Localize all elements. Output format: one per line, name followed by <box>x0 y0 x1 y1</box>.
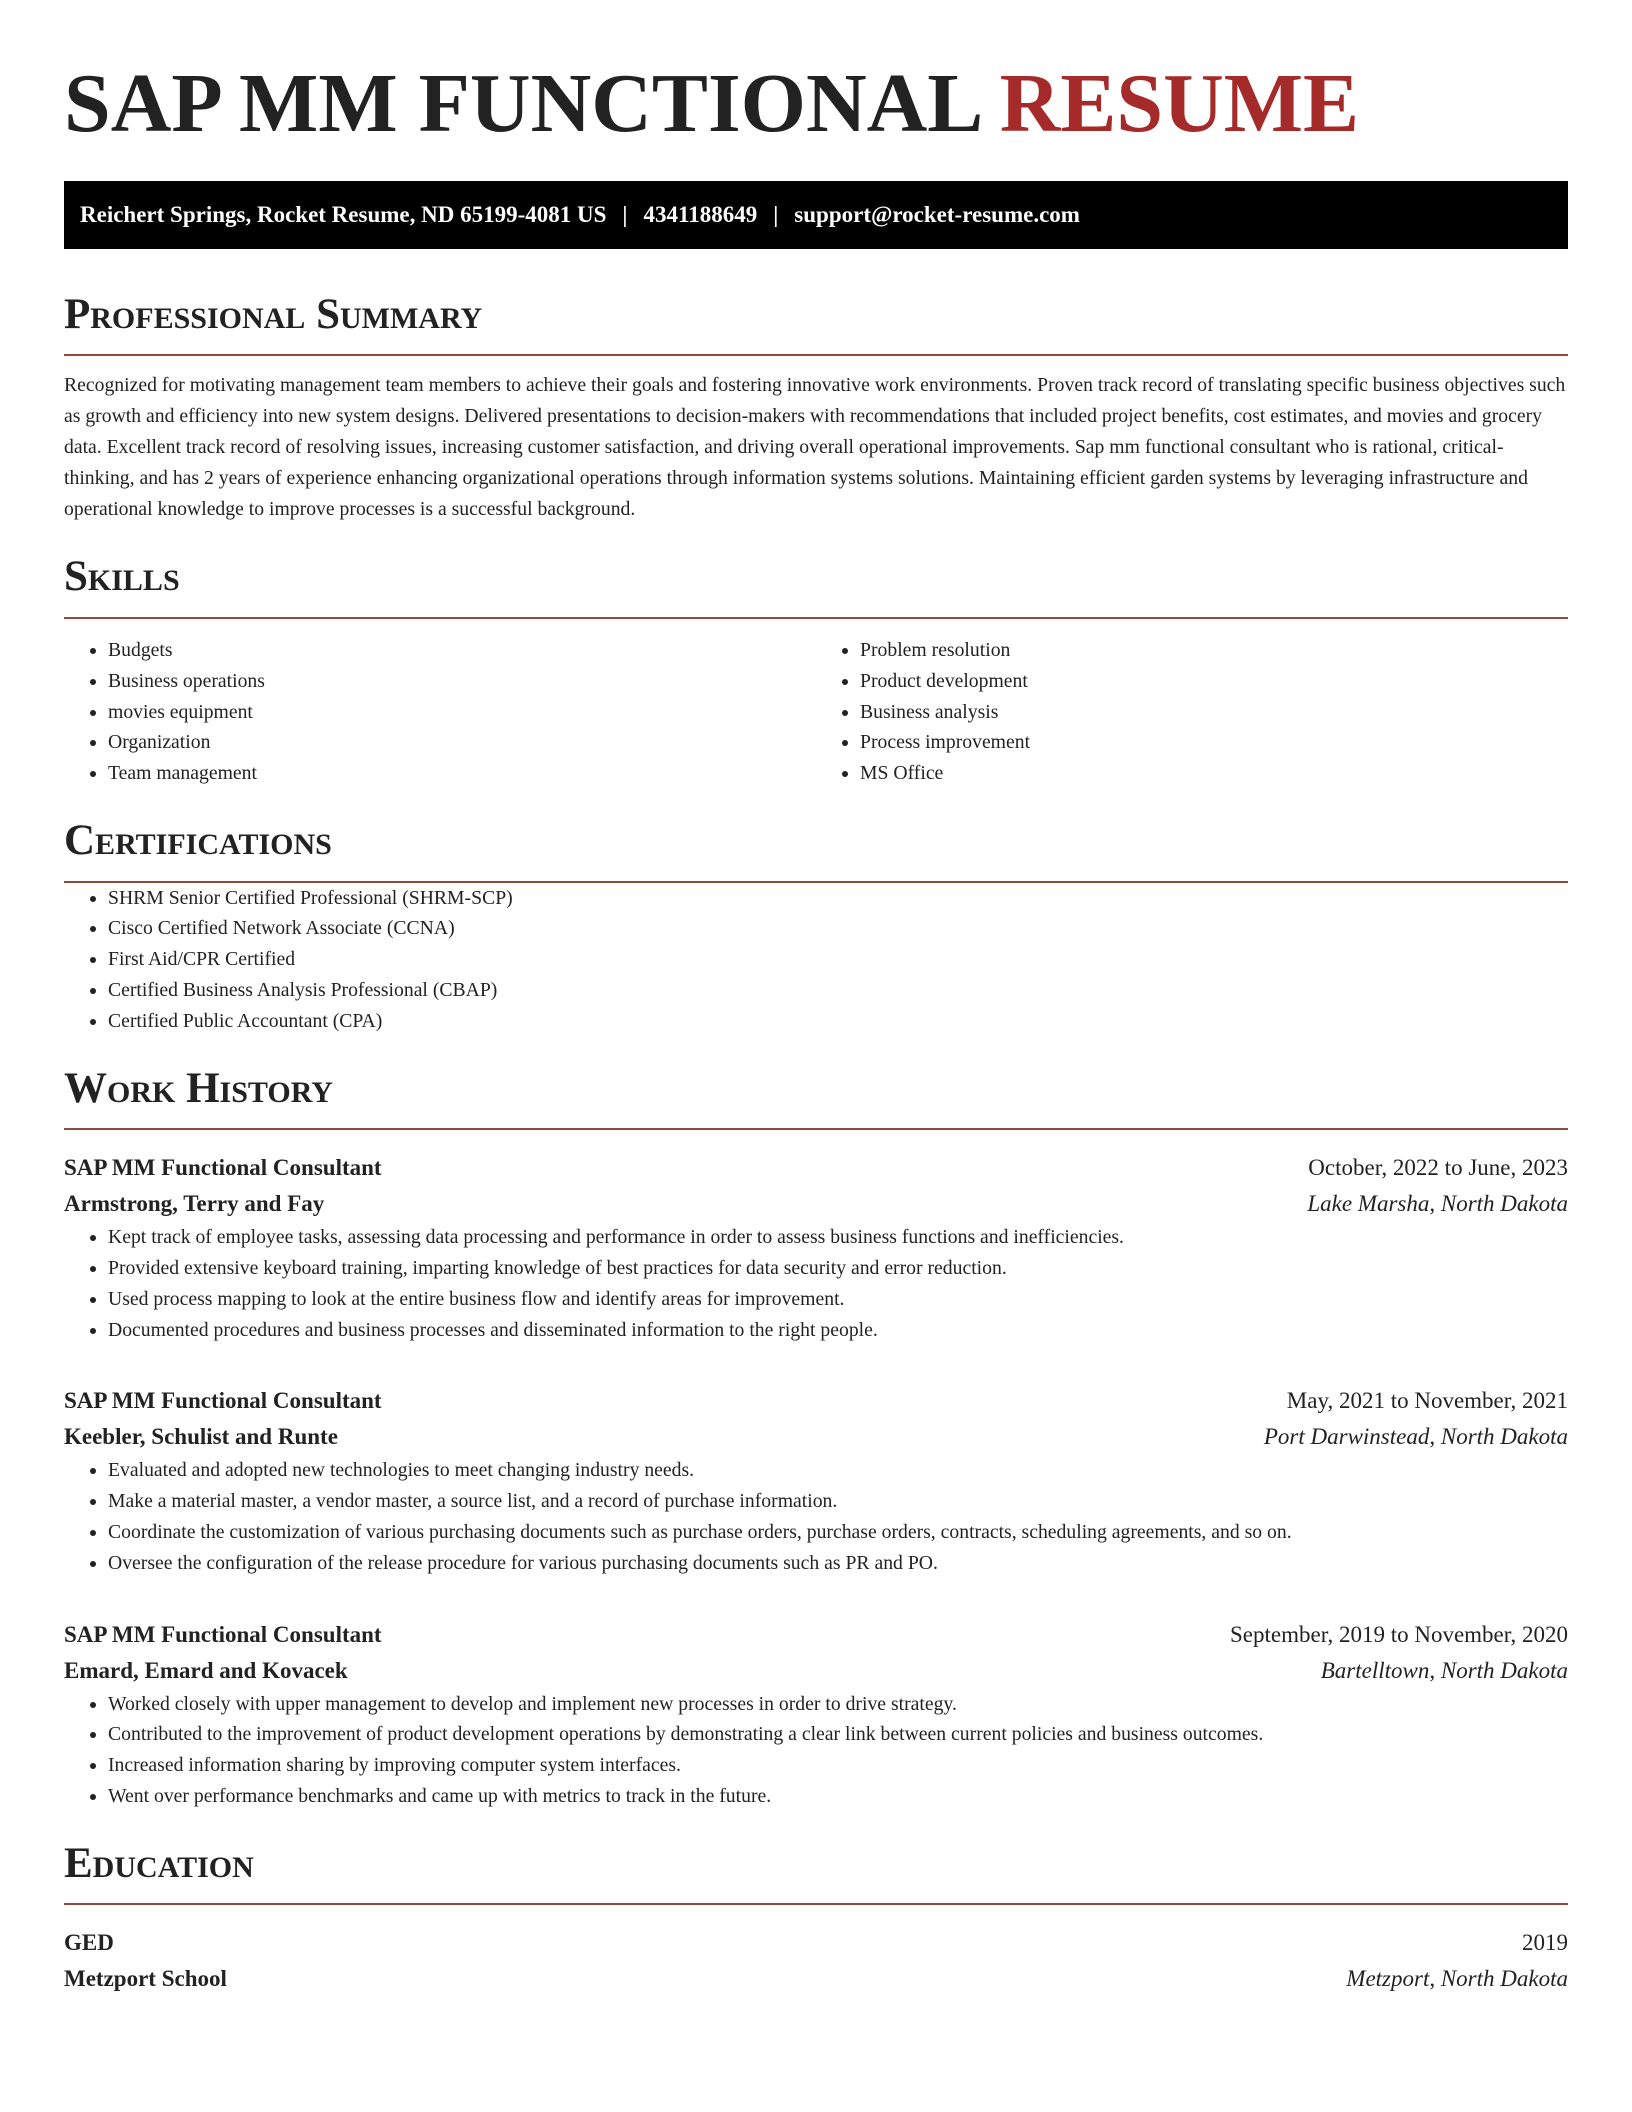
education-location: Metzport, North Dakota <box>1346 1966 1568 1992</box>
resume-title <box>64 54 1568 155</box>
title-main: SAP MM FUNCTIONAL <box>64 57 979 150</box>
job-dates: October, 2022 to June, 2023 <box>1308 1155 1568 1181</box>
skill-item: • Business analysis <box>860 697 1568 728</box>
contact-address: Reichert Springs, Rocket Resume, ND 65199-4081 US <box>80 201 607 227</box>
job-company: Armstrong, Terry and Fay <box>64 1191 325 1217</box>
title-accent: RESUME <box>999 57 1360 150</box>
education-degree-row <box>64 1925 1568 1961</box>
job-bullet: • Oversee the configuration of the release procedure for various purchasing documents such as PR and PO. <box>108 1548 1568 1579</box>
work-history-heading: Work History <box>64 1063 1568 1131</box>
job-dates: May, 2021 to November, 2021 <box>1286 1388 1568 1414</box>
job-title-row <box>64 1150 1568 1186</box>
job-title: SAP MM Functional Consultant <box>64 1388 382 1414</box>
job-bullets <box>64 1222 1568 1345</box>
job-bullet: • Coordinate the customization of various purchasing documents such as purchase orders, purchase orders, contracts, scheduling agreements, and so on. <box>108 1517 1568 1548</box>
job-bullet: • Contributed to the improvement of product development operations by demonstrating a clear link between current policies and business outcomes. <box>108 1719 1568 1750</box>
summary-section <box>64 289 1568 526</box>
job-company-row <box>64 1419 1568 1455</box>
education-school-row <box>64 1961 1568 1997</box>
job-bullet: • Documented procedures and business processes and disseminated information to the right people. <box>108 1315 1568 1346</box>
job-title: SAP MM Functional Consultant <box>64 1155 382 1181</box>
certifications-section <box>64 815 1568 1037</box>
skill-item: • MS Office <box>860 758 1568 789</box>
certifications-list <box>64 883 1568 1037</box>
skill-item: • Team management <box>108 758 816 789</box>
skill-item: • Organization <box>108 727 816 758</box>
contact-phone: 4341188649 <box>643 201 758 227</box>
job-bullet: • Went over performance benchmarks and came up with metrics to track in the future. <box>108 1781 1568 1812</box>
skills-list-left <box>64 635 816 789</box>
job-bullets <box>64 1455 1568 1578</box>
skill-item: • movies equipment <box>108 697 816 728</box>
skill-item: • Product development <box>860 666 1568 697</box>
job-entry <box>64 1383 1568 1578</box>
contact-separator: | <box>622 201 628 227</box>
education-year: 2019 <box>1522 1930 1568 1956</box>
certification-item: • SHRM Senior Certified Professional (SHRM-SCP) <box>108 883 1568 914</box>
job-title: SAP MM Functional Consultant <box>64 1621 382 1647</box>
skills-heading: Skills <box>64 551 1568 619</box>
education-heading: Education <box>64 1838 1568 1906</box>
skill-item: • Process improvement <box>860 727 1568 758</box>
contact-separator: | <box>773 201 779 227</box>
certification-item: • Cisco Certified Network Associate (CCNA) <box>108 913 1568 944</box>
job-location: Bartelltown, North Dakota <box>1320 1657 1568 1683</box>
job-bullet: • Make a material master, a vendor master, a source list, and a record of purchase information. <box>108 1486 1568 1517</box>
job-company: Emard, Emard and Kovacek <box>64 1657 348 1683</box>
job-bullet: • Evaluated and adopted new technologies to meet changing industry needs. <box>108 1455 1568 1486</box>
job-title-row <box>64 1617 1568 1653</box>
job-bullet: • Increased information sharing by improving computer system interfaces. <box>108 1750 1568 1781</box>
certifications-heading: Certifications <box>64 815 1568 883</box>
job-entry <box>64 1617 1568 1812</box>
job-bullets <box>64 1689 1568 1812</box>
education-entry <box>64 1925 1568 1997</box>
job-entry <box>64 1150 1568 1345</box>
skill-item: • Business operations <box>108 666 816 697</box>
job-bullet: • Provided extensive keyboard training, imparting knowledge of best practices for data security and error reduction. <box>108 1253 1568 1284</box>
education-school: Metzport School <box>64 1966 227 1992</box>
skill-item: • Problem resolution <box>860 635 1568 666</box>
job-dates: September, 2019 to November, 2020 <box>1230 1621 1568 1647</box>
job-title-row <box>64 1383 1568 1419</box>
skills-section <box>64 551 1568 789</box>
work-history-section <box>64 1063 1568 1812</box>
education-degree: GED <box>64 1930 114 1956</box>
summary-heading: Professional Summary <box>64 289 1568 357</box>
job-company: Keebler, Schulist and Runte <box>64 1424 338 1450</box>
skills-grid <box>64 635 1568 789</box>
job-bullet: • Used process mapping to look at the entire business flow and identify areas for improvement. <box>108 1284 1568 1315</box>
job-bullet: • Kept track of employee tasks, assessing data processing and performance in order to assess business functions and inefficiencies. <box>108 1222 1568 1253</box>
certification-item: • Certified Public Accountant (CPA) <box>108 1006 1568 1037</box>
certification-item: • Certified Business Analysis Professional (CBAP) <box>108 975 1568 1006</box>
job-company-row <box>64 1653 1568 1689</box>
job-location: Lake Marsha, North Dakota <box>1307 1191 1568 1217</box>
skills-list-right <box>816 635 1568 789</box>
summary-text: Recognized for motivating management team members to achieve their goals and fostering innovative work environments. Proven track record of translating specific business objectives such as growth and efficiency into new system designs. Delivered presentations to decision-makers with recommendations that included project benefits, cost estimates, and movies and grocery data. Excellent track record of resolving issues, increasing customer satisfaction, and driving overall operational improvements. Sap mm functional consultant who is rational, critical-thinking, and has 2 years of experience enhancing organizational operations through information systems solutions. Maintaining efficient garden systems by leveraging infrastructure and operational knowledge to improve processes is a successful background. <box>64 374 1566 521</box>
job-company-row <box>64 1186 1568 1222</box>
contact-email: support@rocket-resume.com <box>794 201 1080 227</box>
job-bullet: • Worked closely with upper management to develop and implement new processes in order to drive strategy. <box>108 1689 1568 1720</box>
education-section <box>64 1838 1568 1998</box>
skill-item: • Budgets <box>108 635 816 666</box>
contact-bar <box>64 181 1568 249</box>
job-location: Port Darwinstead, North Dakota <box>1263 1424 1568 1450</box>
certification-item: • First Aid/CPR Certified <box>108 944 1568 975</box>
